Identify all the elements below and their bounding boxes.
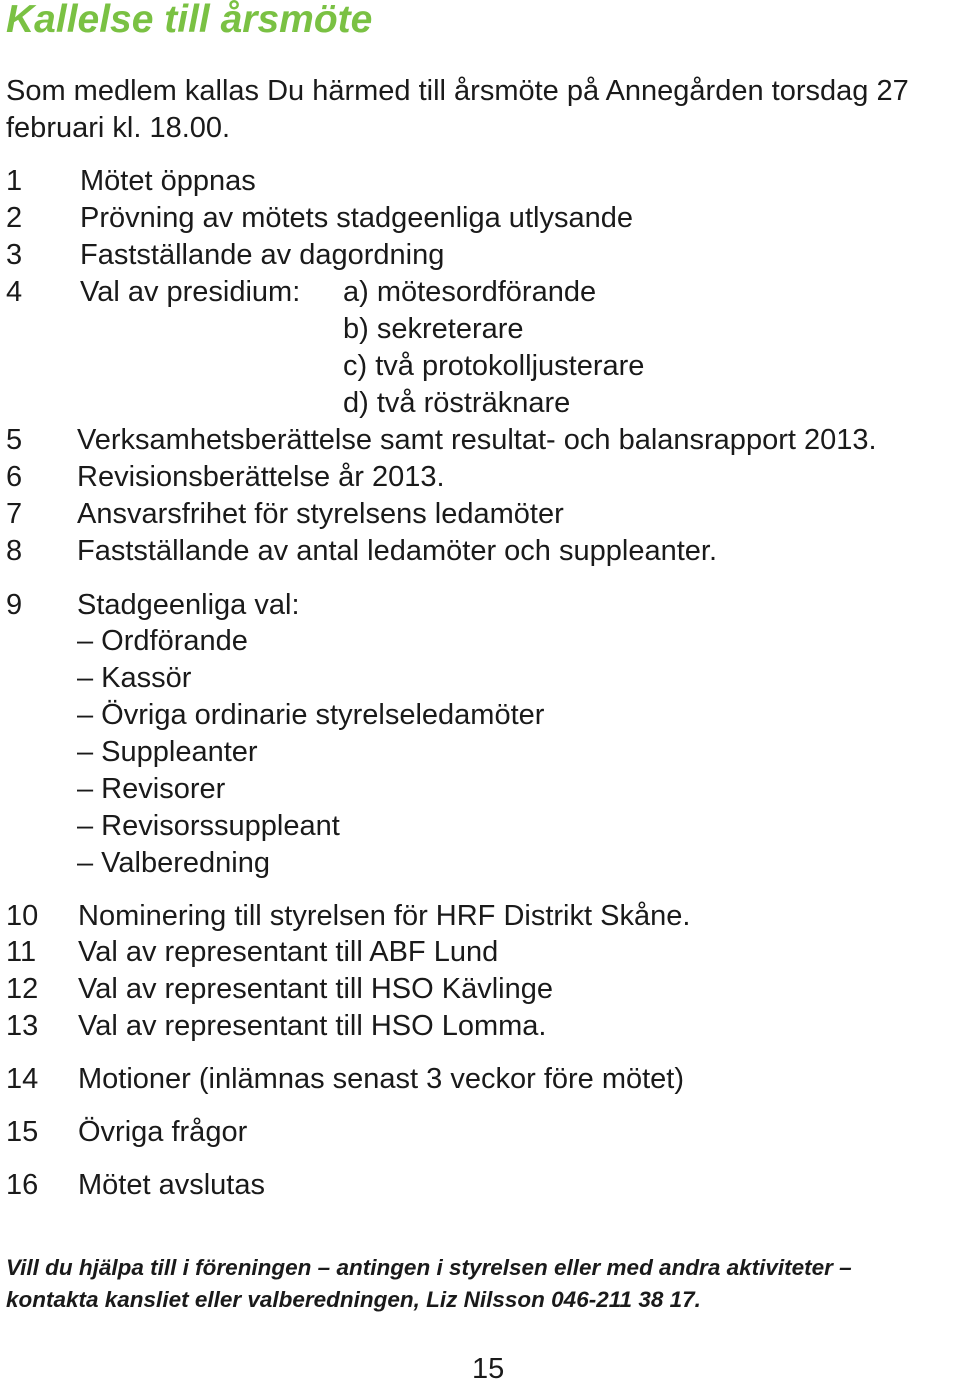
- agenda-number: 10: [6, 900, 39, 932]
- agenda-text: Fastställande av antal ledamöter och suppleanter.: [77, 535, 718, 567]
- agenda-text: Motioner (inlämnas senast 3 veckor före mötet): [78, 1063, 685, 1095]
- agenda-text: Revisionsberättelse år 2013.: [77, 461, 445, 493]
- agenda-text: Val av representant till HSO Lomma.: [78, 1010, 547, 1042]
- agenda-number: 2: [6, 202, 23, 234]
- agenda-number: 6: [6, 461, 23, 493]
- agenda-number: 12: [6, 973, 39, 1005]
- agenda-number: 5: [6, 424, 23, 456]
- election-subitem: – Övriga ordinarie styrelseledamöter: [77, 699, 545, 731]
- agenda-number: 1: [6, 165, 23, 197]
- agenda-number: 7: [6, 498, 23, 530]
- election-subitem: – Revisorer: [77, 773, 226, 805]
- agenda-text: Fastställande av dagordning: [80, 239, 445, 271]
- election-subitem: – Valberedning: [77, 847, 270, 879]
- agenda-text: Stadgeenliga val:: [77, 589, 300, 621]
- election-subitem: – Revisorssuppleant: [77, 810, 340, 842]
- agenda-text: Mötet avslutas: [78, 1169, 265, 1201]
- presidium-subitem: a) mötesordförande: [343, 276, 597, 308]
- agenda-number: 8: [6, 535, 23, 567]
- election-subitem: – Suppleanter: [77, 736, 258, 768]
- footnote-line: Vill du hjälpa till i föreningen – antingen i styrelsen eller med andra aktiviteter –: [6, 1255, 852, 1280]
- agenda-number: 4: [6, 276, 23, 308]
- agenda-text: Verksamhetsberättelse samt resultat- och balansrapport 2013.: [77, 424, 877, 456]
- agenda-number: 3: [6, 239, 23, 271]
- agenda-number: 11: [6, 936, 37, 968]
- agenda-text: Val av representant till ABF Lund: [78, 936, 499, 968]
- footnote-line: kontakta kansliet eller valberedningen, Liz Nilsson 046-211 38 17.: [6, 1287, 701, 1312]
- agenda-text: Nominering till styrelsen för HRF Distrikt Skåne.: [78, 900, 691, 932]
- intro-paragraph: Som medlem kallas Du härmed till årsmöte på Annegården torsdag 27 februari kl. 18.00.: [6, 75, 909, 144]
- agenda-text: Val av representant till HSO Kävlinge: [78, 973, 553, 1005]
- election-subitem: – Ordförande: [77, 625, 248, 657]
- agenda-text: Prövning av mötets stadgeenliga utlysande: [80, 202, 633, 234]
- presidium-subitem: c) två protokolljusterare: [343, 350, 645, 382]
- agenda-number: 16: [6, 1169, 39, 1201]
- agenda-text: Övriga frågor: [78, 1116, 248, 1148]
- agenda-number: 13: [6, 1010, 39, 1042]
- page-number: 15: [472, 1353, 505, 1385]
- agenda-text: Mötet öppnas: [80, 165, 256, 197]
- presidium-subitem: d) två rösträknare: [343, 387, 571, 419]
- agenda-number: 14: [6, 1063, 39, 1095]
- agenda-text: Ansvarsfrihet för styrelsens ledamöter: [77, 498, 564, 530]
- agenda-text: Val av presidium:: [80, 276, 301, 308]
- agenda-number: 9: [6, 589, 23, 621]
- agenda-number: 15: [6, 1116, 39, 1148]
- document-title: Kallelse till årsmöte: [6, 0, 373, 41]
- presidium-subitem: b) sekreterare: [343, 313, 524, 345]
- election-subitem: – Kassör: [77, 662, 192, 694]
